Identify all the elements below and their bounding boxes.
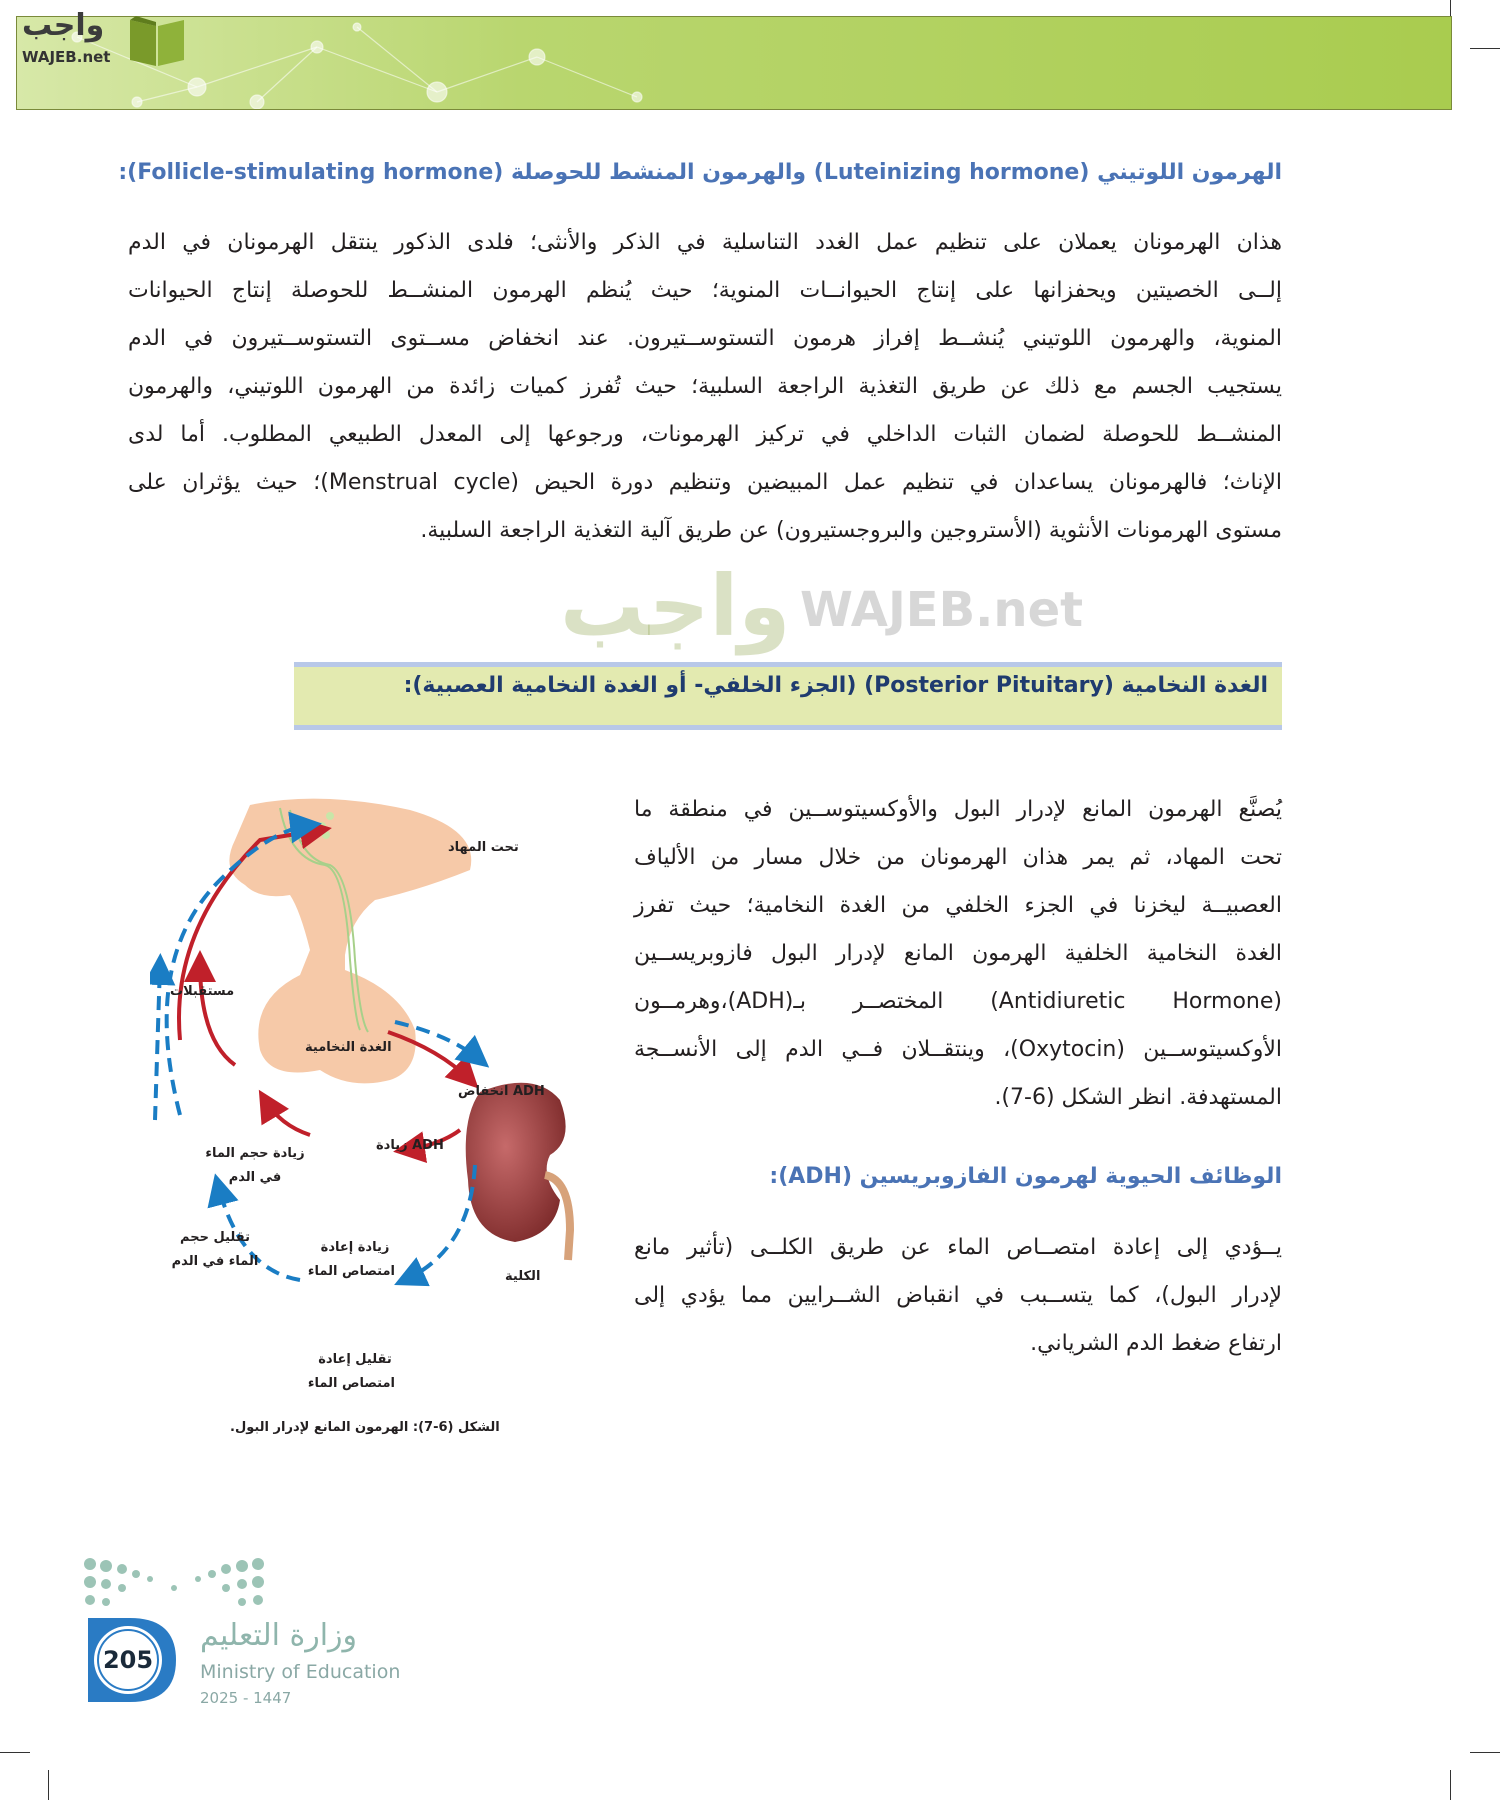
logo-text-en: WAJEB.net (22, 48, 111, 66)
decrease-arrow (155, 965, 160, 1120)
section-paragraph-posterior (634, 786, 1282, 1122)
label-line: امتصاص الماء (307, 1264, 395, 1279)
label-line: زيادة حجم الماء (205, 1146, 305, 1161)
label-decrease-reabsorption (307, 1348, 395, 1396)
label-line: تقليل حجم (180, 1230, 250, 1245)
neuron-body (322, 831, 330, 839)
header-banner (16, 16, 1452, 110)
book-icon (126, 12, 188, 68)
paragraph-line: مستوى الهرمونات الأنثوية (الأستروجين والبروجستيرون) عن طريق آلية التغذية الراجعة السلبية. (420, 518, 1282, 543)
paragraph-line: الغدة النخامية الخلفية الهرمون المانع لإدرار البول فازوبريســين (634, 941, 1282, 966)
paragraph-line: (Antidiuretic Hormone) المختصــر بـ(ADH)،وهرمــون (634, 989, 1282, 1014)
subheading-adh-functions: الوظائف الحيوية لهرمون الفازوبريسين (ADH): (769, 1164, 1282, 1189)
label-line: زيادة إعادة (320, 1240, 390, 1255)
label-line: امتصاص الماء (307, 1376, 395, 1391)
paragraph-line: المنوية، والهرمون اللوتيني يُنشــط إفراز هرمون التستوســتيرون. عند انخفاض مســتوى التستوســتيرون في الدم (128, 326, 1282, 351)
label-kidney: الكلية (505, 1269, 541, 1284)
paragraph-line: الإناث؛ فالهرمونان يساعدان في تنظيم عمل المبيضين وتنظيم دورة الحيض (Menstrual cycle)؛ حيث يؤثران على (128, 470, 1282, 495)
label-adh-decrease: ADH انخفاض (458, 1084, 545, 1099)
label-line: الماء في الدم (171, 1254, 259, 1269)
paragraph-line: الأوكسيتوســين (Oxytocin)، وينتقــلان فــي الدم إلى الأنســجة (634, 1037, 1283, 1062)
kidney-icon (466, 1083, 570, 1260)
paragraph-line: يُصنَّع الهرمون المانع لإدرار البول والأوكسيتوســين في منطقة ما (634, 797, 1282, 822)
label-hypothalamus: تحت المهاد (448, 840, 519, 855)
paragraph-line: لإدرار البول)، كما يتســبب في انقباض الشــرايين مما يؤدي إلى (634, 1283, 1282, 1308)
logo-text-ar: واجب (22, 8, 105, 43)
paragraph-line: ارتفاع ضغط الدم الشرياني. (1030, 1331, 1282, 1356)
label-receptors: مستقبلات (170, 984, 235, 999)
crop-mark (48, 1770, 49, 1800)
ministry-name-en: Ministry of Education (200, 1661, 401, 1683)
label-increase-reabsorption (307, 1236, 395, 1284)
ministry-logo-dots (82, 1556, 267, 1611)
crop-mark (1450, 1770, 1451, 1800)
increase-arrow (265, 1100, 310, 1135)
watermark-ar: واجب (560, 557, 791, 655)
ministry-name-ar: وزارة التعليم (200, 1618, 358, 1653)
paragraph-line: يستجيب الجسم مع ذلك عن طريق التغذية الراجعة السلبية؛ حيث تُفرز كميات زائدة من الهرمون اللوتيني، والهرمون (128, 374, 1282, 399)
paragraph-line: المستهدفة. انظر الشكل (6-7). (994, 1085, 1282, 1110)
label-decrease-blood-water (170, 1226, 260, 1274)
label-pituitary: الغدة النخامية (305, 1040, 392, 1055)
label-adh-increase: ADH زيادة (376, 1138, 444, 1153)
paragraph-line: العصبيــة ليخزنا في الجزء الخلفي من الغدة النخامية؛ حيث تفرز (634, 893, 1282, 918)
paragraph-line: هذان الهرمونان يعملان على تنظيم عمل الغدد التناسلية في الذكر والأنثى؛ فلدى الذكور ينتقل الهرمونان في الدم (128, 230, 1282, 255)
neuron-body (326, 812, 334, 820)
paragraph-line: تحت المهاد، ثم يمر هذان الهرمونان من خلال مسار من الألياف (634, 845, 1282, 870)
paragraph-line: يــؤدي إلى إعادة امتصــاص الماء عن طريق الكلــى (تأثير مانع (634, 1235, 1282, 1260)
crop-mark (0, 1752, 30, 1753)
section-heading-lh-fsh: الهرمون اللوتيني (Luteinizing hormone) والهرمون المنشط للحوصلة (Follicle-stimulating hormone): (118, 160, 1282, 185)
wajeb-logo[interactable] (10, 6, 185, 68)
section-title-posterior-pituitary: الغدة النخامية (Posterior Pituitary) (الجزء الخلفي- أو الغدة النخامية العصبية): (403, 673, 1268, 698)
figure-caption: الشكل (6-7): الهرمون المانع لإدرار البول. (230, 1420, 500, 1435)
watermark-en: WAJEB.net (800, 582, 1084, 638)
label-increase-blood-water (205, 1142, 305, 1190)
label-line: في الدم (228, 1170, 282, 1185)
crop-mark (1470, 1752, 1500, 1753)
label-line: تقليل إعادة (318, 1352, 392, 1367)
paragraph-line: إلــى الخصيتين ويحفزانها على إنتاج الحيوانــات المنوية؛ حيث يُنظم الهرمون المنشــط للحوصلة إنتاج الحيوانات (128, 278, 1282, 303)
decrease-arrow (405, 1165, 475, 1280)
paragraph-line: المنشــط للحوصلة لضمان الثبات الداخلي في تركيز الهرمونات، ورجوعها إلى المعدل الطبيعي المطلوب. أما لدى (128, 422, 1282, 447)
academic-year: 2025 - 1447 (200, 1689, 292, 1707)
crop-mark (1470, 48, 1500, 49)
section-paragraph-lh-fsh (128, 219, 1282, 555)
paragraph-adh-functions (634, 1224, 1282, 1368)
increase-arrow (200, 962, 235, 1065)
page-number: 205 (102, 1646, 154, 1674)
